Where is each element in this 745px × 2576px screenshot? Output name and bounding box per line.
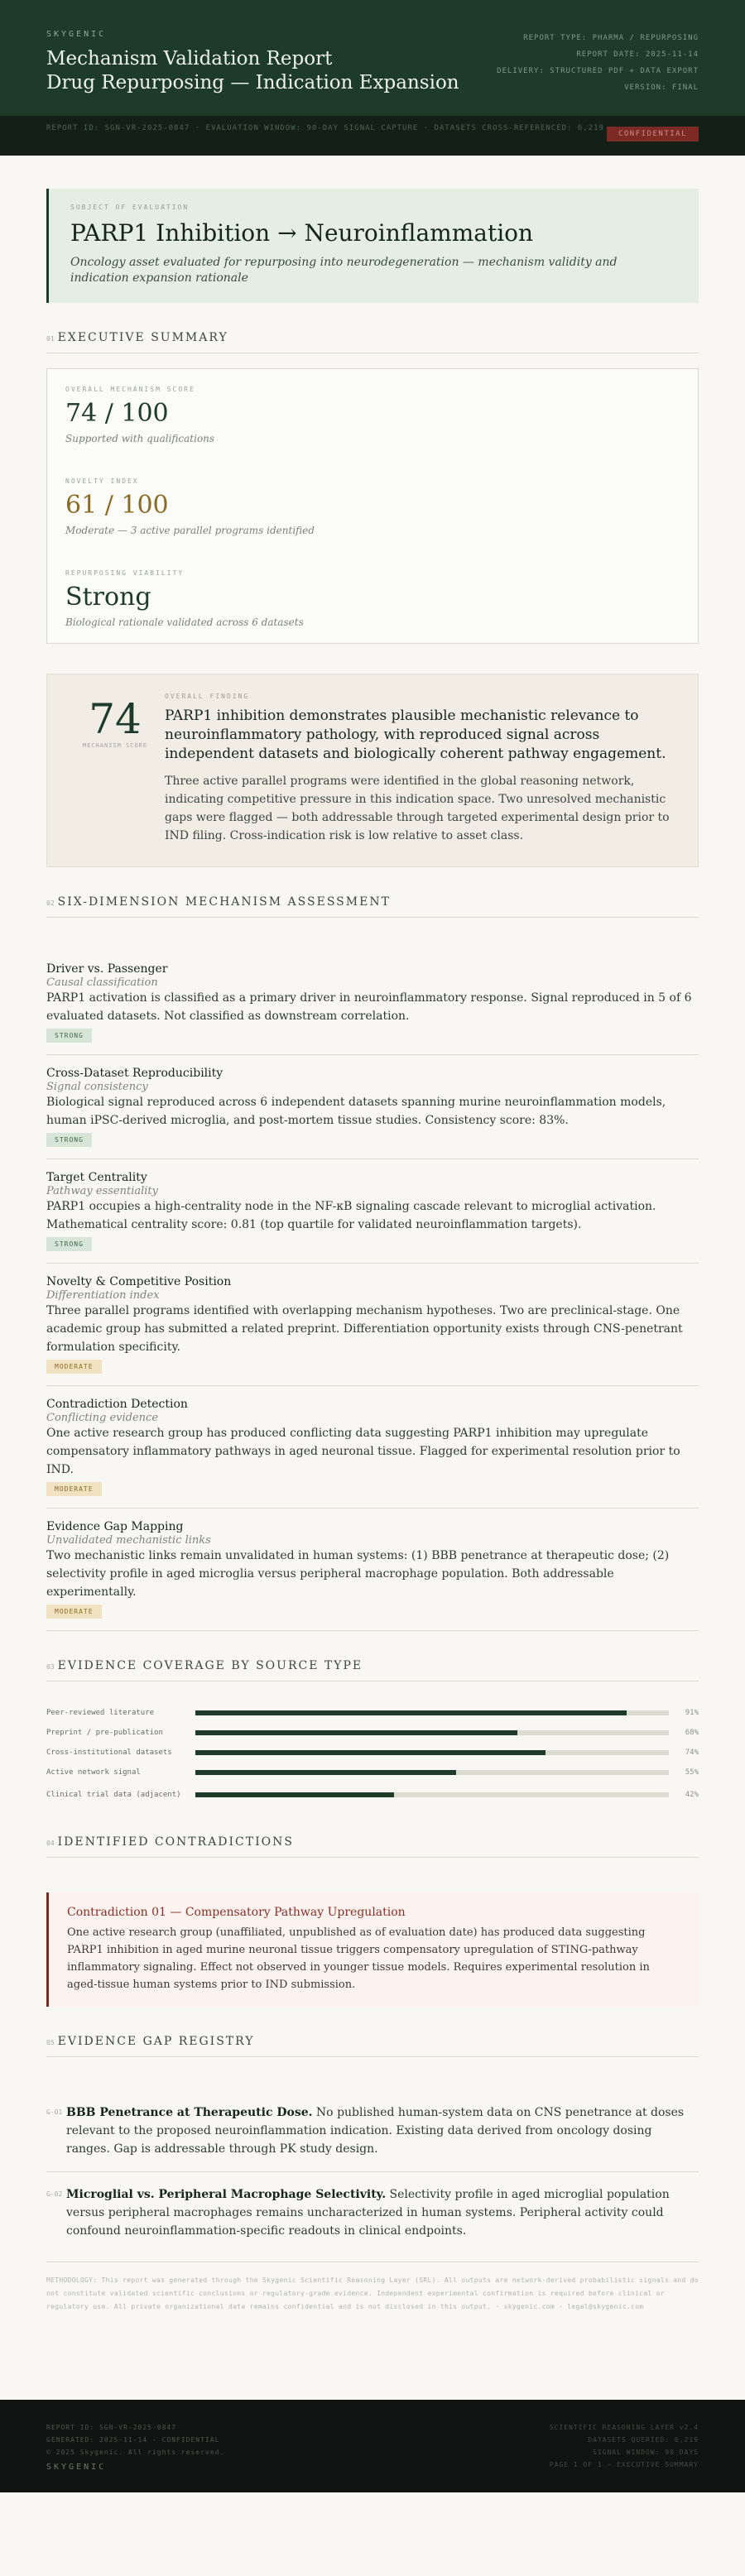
- contradiction-title: Contradiction 01 — Compensatory Pathway Upregulation: [67, 1906, 406, 1919]
- report-footer: [0, 2400, 745, 2492]
- coverage-percent: 55%: [685, 1768, 699, 1777]
- contradiction-text: One active research group (unaffiliated, unpublished as of evaluation date) has produced data suggesting PARP1 inhibition in aged murine neuronal tissue triggers compensatory upregulation of STING-pathway inflammatory signaling. Effect not observed in younger tissue models. Requires experimental resolution in aged-tissue human systems prior to IND submission.: [67, 1926, 650, 1991]
- section-number: 02: [46, 899, 55, 907]
- gap-body: [66, 2185, 699, 2240]
- meta-version: VERSION: FINAL: [624, 84, 699, 92]
- footer-right: [550, 2421, 699, 2471]
- score-note: Supported with qualifications: [65, 433, 215, 444]
- gap-item: [46, 2172, 699, 2253]
- rating-badge: MODERATE: [46, 1360, 102, 1374]
- dimension-subtitle: Unvalidated mechanistic links: [46, 1534, 211, 1547]
- finding-label: OVERALL FINDING: [165, 693, 250, 700]
- dimension-subtitle: Conflicting evidence: [46, 1412, 159, 1424]
- coverage-percent: 74%: [685, 1749, 699, 1757]
- coverage-row: [46, 1763, 699, 1782]
- methodology-note: METHODOLOGY: This report was generated through the Skygenic Scientific Reasoning Layer (SRL). All outputs are network-derived probabilistic signals and do not constitute validated scientific conclusions or regulatory-grade evidence. Independent experimental confirmation is required before clinical or regulatory use. All private organizational data remains confidential and is not disclosed in this output. · skygenic.com · legal@skygenic.com: [46, 2262, 699, 2400]
- rating-badge: MODERATE: [46, 1605, 102, 1619]
- dimension-item: [46, 1509, 699, 1631]
- dimension-item: [46, 1386, 699, 1509]
- dimension-item: [46, 1159, 699, 1264]
- finding-body: [165, 693, 680, 845]
- footer-generated: GENERATED: 2025-11-14 · CONFIDENTIAL: [46, 2436, 220, 2444]
- rating-badge: STRONG: [46, 1029, 92, 1043]
- coverage-row: [46, 1703, 699, 1723]
- score-label: OVERALL MECHANISM SCORE: [65, 386, 195, 393]
- section-header-contradictions: [46, 1835, 699, 1858]
- dimension-title: Cross-Dataset Reproducibility: [46, 1067, 223, 1080]
- section-number: 05: [46, 2039, 55, 2046]
- rating-badge: STRONG: [46, 1133, 92, 1147]
- rating-badge: MODERATE: [46, 1482, 102, 1496]
- gap-item: [46, 2090, 699, 2172]
- coverage-bars: [46, 1703, 699, 1807]
- coverage-track: [195, 1792, 669, 1797]
- coverage-track: [195, 1730, 669, 1735]
- footer-datasets: DATASETS QUERIED: 6,219: [588, 2436, 699, 2444]
- report-title-line1: Mechanism Validation Report: [46, 48, 333, 70]
- section-header-gap-registry: [46, 2035, 699, 2057]
- dimension-item: [46, 951, 699, 1055]
- dimension-text: PARP1 occupies a high-centrality node in the NF-κB signaling cascade relevant to microglial activation. Mathematical centrality score: 0.81 (top quartile for validated neuroinflammation targets).: [46, 1200, 656, 1231]
- coverage-track: [195, 1770, 669, 1775]
- report-id-line: REPORT ID: SGN-VR-2025-0847 · EVALUATION WINDOW: 90-DAY SIGNAL CAPTURE · DATASETS CROSS-REFERENCED: 6,219: [46, 124, 604, 132]
- dimension-text: PARP1 activation is classified as a primary driver in neuroinflammatory response. Signal reproduced in 5 of 6 evaluated datasets. Not classified as downstream correlation.: [46, 991, 692, 1023]
- score-value: 61 / 100: [65, 491, 169, 520]
- gap-list: [46, 2090, 699, 2253]
- subject-label: SUBJECT OF EVALUATION: [70, 204, 190, 211]
- gap-title: Microglial vs. Peripheral Macrophage Selectivity.: [66, 2188, 387, 2201]
- coverage-label: Peer-reviewed literature: [46, 1708, 155, 1717]
- gap-text: No published human-system data on CNS penetrance at doses relevant to the proposed neuroinflammation indication. Existing data derived from oncology dosing ranges. Gap is addressable through PK study design.: [66, 2106, 685, 2156]
- footer-copyright: © 2025 Skygenic. All rights reserved.: [46, 2449, 225, 2456]
- coverage-percent: 68%: [685, 1729, 699, 1737]
- report-meta: [497, 30, 699, 96]
- subject-box: [46, 189, 699, 303]
- subject-description: Oncology asset evaluated for repurposing into neurodegeneration — mechanism validity and indication expansion rationale: [70, 256, 618, 285]
- finding-score-block: [65, 693, 165, 845]
- dimension-title: Driver vs. Passenger: [46, 962, 168, 976]
- gap-title: BBB Penetrance at Therapeutic Dose.: [66, 2106, 313, 2119]
- coverage-row: [46, 1723, 699, 1743]
- section-header-executive-summary: [46, 331, 699, 353]
- subject-title: PARP1 Inhibition → Neuroinflammation: [70, 219, 534, 247]
- dimension-subtitle: Causal classification: [46, 976, 158, 989]
- score-viability: [65, 569, 680, 628]
- score-value: Strong: [65, 583, 151, 612]
- rating-badge: STRONG: [46, 1237, 92, 1251]
- gap-number: G-01: [46, 2108, 63, 2116]
- coverage-percent: 42%: [685, 1791, 699, 1799]
- coverage-track: [195, 1750, 669, 1755]
- finding-headline: PARP1 inhibition demonstrates plausible mechanistic relevance to neuroinflammatory pathology, with reproduced signal across independent datasets and biologically coherent pathway engagement.: [165, 708, 666, 762]
- dimension-list: [46, 951, 699, 1631]
- dimension-title: Evidence Gap Mapping: [46, 1520, 184, 1533]
- section-header-evidence-coverage: [46, 1659, 699, 1681]
- dimension-subtitle: Differentiation index: [46, 1289, 160, 1302]
- coverage-fill: [195, 1770, 456, 1775]
- coverage-label: Preprint / pre-publication: [46, 1728, 163, 1737]
- dimension-text: One active research group has produced conflicting data suggesting PARP1 inhibition may upregulate compensatory inflammatory pathways in aged neuronal tissue. Flagged for experimental resolution prior to IND.: [46, 1427, 680, 1476]
- contradiction-card: [46, 1892, 699, 2007]
- coverage-fill: [195, 1710, 627, 1715]
- meta-report-type: REPORT TYPE: PHARMA / REPURPOSING: [523, 34, 699, 42]
- coverage-row: [46, 1743, 699, 1763]
- section-title: SIX-DIMENSION MECHANISM ASSESSMENT: [57, 895, 391, 909]
- coverage-row: [46, 1782, 699, 1807]
- gap-body: [66, 2103, 699, 2158]
- coverage-label: Cross-institutional datasets: [46, 1748, 172, 1757]
- meta-delivery: DELIVERY: STRUCTURED PDF + DATA EXPORT: [497, 67, 699, 75]
- score-overall: [65, 386, 680, 444]
- finding-score-label: MECHANISM SCORE: [82, 742, 148, 749]
- footer-report-id: REPORT ID: SGN-VR-2025-0847: [46, 2424, 177, 2431]
- report-title-line2: Drug Repurposing — Indication Expansion: [46, 72, 459, 94]
- score-value: 74 / 100: [65, 399, 169, 428]
- section-header-mechanism-assessment: [46, 895, 699, 918]
- brand-name: SKYGENIC: [46, 30, 107, 39]
- score-note: Biological rationale validated across 6 datasets: [65, 616, 304, 628]
- coverage-fill: [195, 1792, 394, 1797]
- meta-report-date: REPORT DATE: 2025-11-14: [576, 50, 699, 59]
- dimension-item: [46, 1055, 699, 1159]
- report-subbar: [0, 116, 745, 156]
- section-title: EVIDENCE GAP REGISTRY: [57, 2035, 255, 2048]
- score-label: NOVELTY INDEX: [65, 477, 139, 485]
- score-panel: [46, 368, 699, 644]
- footer-page: PAGE 1 OF 1 — EXECUTIVE SUMMARY: [549, 2461, 699, 2468]
- coverage-track: [195, 1710, 669, 1715]
- dimension-text: Three parallel programs identified with overlapping mechanism hypotheses. Two are preclinical-stage. One academic group has submitted a related preprint. Differentiation opportunity exists through CNS-penetrant formulation specificity.: [46, 1304, 683, 1354]
- section-number: 03: [46, 1663, 55, 1671]
- dimension-subtitle: Signal consistency: [46, 1081, 148, 1093]
- section-number: 04: [46, 1840, 55, 1847]
- dimension-item: [46, 1264, 699, 1386]
- report-header: [0, 0, 745, 116]
- section-title: EXECUTIVE SUMMARY: [57, 331, 228, 344]
- confidential-badge: CONFIDENTIAL: [607, 127, 699, 142]
- footer-srl-version: SCIENTIFIC REASONING LAYER v2.4: [549, 2424, 699, 2431]
- dimension-text: Two mechanistic links remain unvalidated in human systems: (1) BBB penetrance at therapeutic dose; (2) selectivity profile in aged microglia versus peripheral macrophage population. Both addressable experimentally.: [46, 1549, 670, 1599]
- coverage-label: Active network signal: [46, 1768, 141, 1777]
- score-note: Moderate — 3 active parallel programs identified: [65, 525, 315, 536]
- section-number: 01: [46, 335, 55, 343]
- dimension-subtitle: Pathway essentiality: [46, 1185, 158, 1197]
- section-title: EVIDENCE COVERAGE BY SOURCE TYPE: [57, 1659, 363, 1672]
- finding-text: Three active parallel programs were identified in the global reasoning network, indicating competitive pressure in this indication space. Two unresolved mechanistic gaps were flagged — both addressable through targeted experimental design prior to IND filing. Cross-indication risk is low relative to asset class.: [165, 775, 670, 842]
- coverage-fill: [195, 1730, 517, 1735]
- coverage-fill: [195, 1750, 546, 1755]
- score-label: REPURPOSING VIABILITY: [65, 569, 185, 577]
- footer-signal-window: SIGNAL WINDOW: 90 DAYS: [593, 2449, 699, 2456]
- coverage-label: Clinical trial data (adjacent): [46, 1790, 181, 1799]
- gap-number: G-02: [46, 2190, 63, 2198]
- section-title: IDENTIFIED CONTRADICTIONS: [57, 1835, 294, 1849]
- finding-score: 74: [89, 695, 142, 743]
- score-novelty: [65, 477, 680, 536]
- coverage-percent: 91%: [685, 1709, 699, 1717]
- dimension-title: Contradiction Detection: [46, 1398, 188, 1411]
- overall-finding-card: [46, 674, 699, 867]
- dimension-title: Target Centrality: [46, 1171, 147, 1184]
- dimension-title: Novelty & Competitive Position: [46, 1275, 232, 1288]
- gap-text: Selectivity profile in aged microglial population versus peripheral macrophages remains uncharacterized in human systems. Peripheral activity could confound neuroinflammation-specific readouts in clinical endpoints.: [66, 2188, 670, 2238]
- footer-brand: SKYGENIC: [46, 2463, 107, 2472]
- dimension-text: Biological signal reproduced across 6 independent datasets spanning murine neuroinflammation models, human iPSC-derived microglia, and post-mortem tissue studies. Consistency score: 83%.: [46, 1096, 666, 1127]
